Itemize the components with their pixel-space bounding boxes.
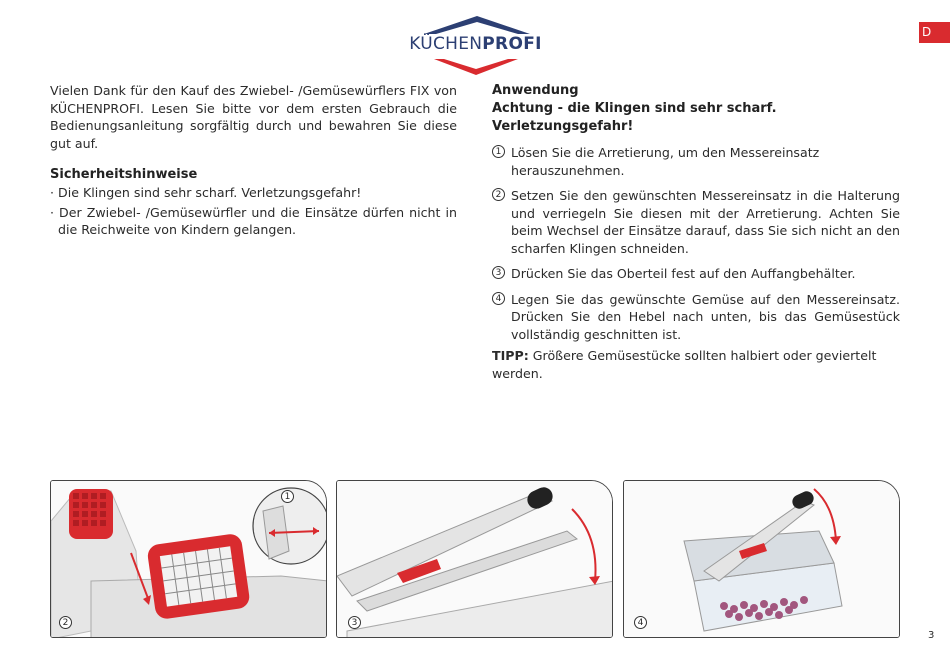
brand-wordmark (408, 34, 543, 54)
brand-logo (408, 14, 543, 76)
figure-insert-blade (50, 480, 327, 638)
usage-heading: Anwendung (492, 83, 579, 98)
brand-bold: PROFI (482, 34, 542, 54)
step-3 (492, 265, 900, 283)
step-text: Setzen Sie den gewünschten Messereinsatz in die Halterung und verriegeln Sie diesen mit der Arretierung. Achten Sie beim Wechsel der Einsätze darauf, dass Sie sich nicht an den scharfen Klingen schneiden. (511, 188, 900, 256)
figure-press-lid (336, 480, 613, 638)
tipp-text: Größere Gemüsestücke sollten halbiert oder geviertelt werden. (492, 348, 877, 381)
usage-column (492, 82, 900, 382)
step-2 (492, 187, 900, 257)
intro-text: Vielen Dank für den Kauf des Zwiebel- /Gemüsewürflers FIX von KÜCHENPROFI. Lesen Sie bitte vor dem ersten Gebrauch die Bedienungsanleitung sorgfältig durch und bewahren Sie diese gut auf. (50, 83, 457, 151)
page-number: 3 (928, 630, 935, 641)
step-text: Drücken Sie das Oberteil fest auf den Auffangbehälter. (511, 266, 856, 281)
figure-cut-vegetables (623, 480, 900, 638)
figure-badge: 2 (59, 616, 72, 629)
step-text: Lösen Sie die Arretierung, um den Messereinsatz herauszunehmen. (511, 145, 820, 178)
logo-arc-bottom-icon (432, 57, 520, 77)
step-number: 2 (492, 188, 505, 201)
step-4 (492, 291, 900, 344)
figure-badge: 3 (348, 616, 361, 629)
dicer-closing-illustration (337, 481, 613, 638)
step-number: 3 (492, 266, 505, 279)
language-tab: D (919, 22, 950, 43)
step-number: 1 (492, 145, 505, 158)
safety-item: · Die Klingen sind sehr scharf. Verletzungsgefahr! (50, 185, 362, 200)
dicer-open-illustration (51, 481, 327, 638)
step-number: 4 (492, 292, 505, 305)
tipp-line (492, 347, 900, 382)
figure-badge: 4 (634, 616, 647, 629)
tipp-label: TIPP: (492, 348, 529, 363)
intro-column (50, 82, 457, 239)
step-1 (492, 144, 900, 179)
warning-text: Achtung - die Klingen sind sehr scharf. Verletzungsgefahr! (492, 101, 777, 134)
dicer-in-use-illustration (624, 481, 900, 638)
brand-light: KÜCHEN (409, 34, 483, 54)
safety-heading: Sicherheitshinweise (50, 167, 198, 182)
safety-item: · Der Zwiebel- /Gemüsewürfler und die Einsätze dürfen nicht in die Reichweite von Kindern gelangen. (50, 204, 457, 237)
step-text: Legen Sie das gewünschte Gemüse auf den Messereinsatz. Drücken Sie den Hebel nach unten, bis das Gemüsestück vollständig geschnitten ist. (511, 291, 900, 342)
figure-badge: 1 (281, 490, 294, 503)
logo-arc-top-icon (422, 14, 532, 36)
